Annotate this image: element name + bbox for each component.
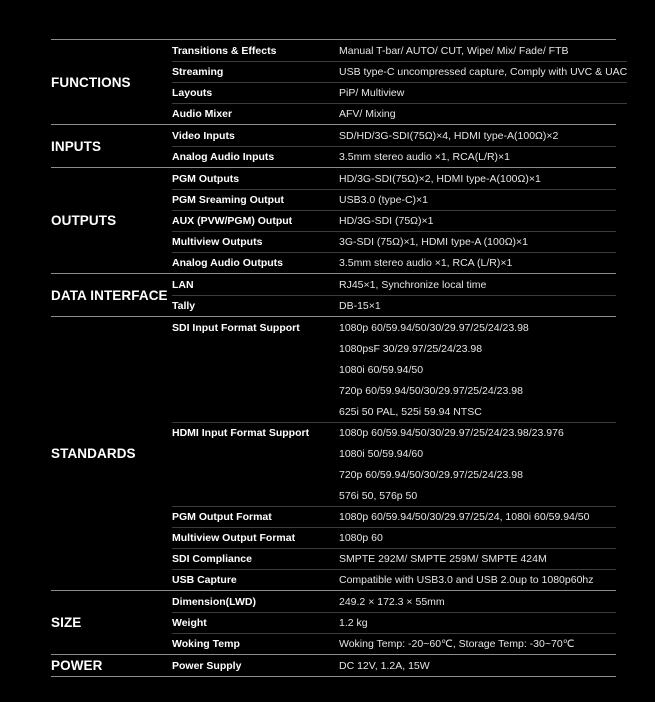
spec-row xyxy=(172,569,616,590)
spec-label: AUX (PVW/PGM) Output xyxy=(172,215,293,227)
spec-row xyxy=(172,527,616,548)
spec-label: Multiview Output Format xyxy=(172,532,296,544)
spec-value: 1080i 50/59.94/60 xyxy=(339,447,424,460)
spec-value: 3.5mm stereo audio ×1, RCA (L/R)×1 xyxy=(339,257,513,269)
spec-value: 3.5mm stereo audio ×1, RCA(L/R)×1 xyxy=(339,151,510,163)
spec-label: Audio Mixer xyxy=(172,108,233,120)
spec-label: Transitions & Effects xyxy=(172,44,277,57)
spec-value: 1080p 60/59.94/50/30/29.97/25/24/23.98/23.976 xyxy=(339,427,564,439)
spec-value: USB type-C uncompressed capture, Comply with UVC & UAC xyxy=(339,66,628,78)
spec-section xyxy=(51,590,616,654)
spec-value: Manual T-bar/ AUTO/ CUT, Wipe/ Mix/ Fade/ FTB xyxy=(339,44,569,57)
spec-label: Video Inputs xyxy=(172,129,235,142)
spec-value: DC 12V, 1.2A, 15W xyxy=(339,659,430,672)
section-title: STANDARDS xyxy=(51,446,136,461)
spec-row xyxy=(172,317,616,338)
spec-section xyxy=(51,316,616,590)
spec-value: 249.2 × 172.3 × 55mm xyxy=(339,595,445,608)
spec-row xyxy=(172,82,627,103)
spec-row xyxy=(172,40,627,61)
spec-row xyxy=(172,506,616,527)
spec-value: 1.2 kg xyxy=(339,617,368,629)
section-title: POWER xyxy=(51,658,103,673)
spec-section xyxy=(51,124,616,167)
spec-row xyxy=(172,252,616,273)
spec-label: Layouts xyxy=(172,87,213,99)
spec-value: 1080p 60/59.94/50/30/29.97/25/24, 1080i 60/59.94/50 xyxy=(339,511,590,523)
spec-row xyxy=(172,338,616,359)
spec-value: 625i 50 PAL, 525i 59.94 NTSC xyxy=(339,405,482,418)
spec-label: LAN xyxy=(172,278,194,291)
spec-label: Weight xyxy=(172,617,207,629)
spec-label: Streaming xyxy=(172,66,224,78)
section-title: DATA INTERFACE xyxy=(51,287,168,303)
spec-row xyxy=(172,485,616,506)
spec-value: 720p 60/59.94/50/30/29.97/25/24/23.98 xyxy=(339,384,523,397)
spec-table xyxy=(51,39,628,677)
section-title: FUNCTIONS xyxy=(51,74,131,90)
spec-label: Power Supply xyxy=(172,659,242,672)
spec-value: 1080p 60/59.94/50/30/29.97/25/24/23.98 xyxy=(339,321,529,334)
spec-value: SMPTE 292M/ SMPTE 259M/ SMPTE 424M xyxy=(339,553,547,565)
spec-value: USB3.0 (type-C)×1 xyxy=(339,194,428,206)
spec-value: 576i 50, 576p 50 xyxy=(339,489,418,502)
spec-row xyxy=(172,443,616,464)
section-rows xyxy=(172,274,616,316)
spec-value: 720p 60/59.94/50/30/29.97/25/24/23.98 xyxy=(339,468,523,481)
spec-row xyxy=(172,422,616,443)
spec-value: HD/3G-SDI(75Ω)×2, HDMI type-A(100Ω)×1 xyxy=(339,172,541,185)
spec-row xyxy=(172,633,616,654)
spec-row xyxy=(172,103,627,124)
spec-value: RJ45×1, Synchronize local time xyxy=(339,278,487,291)
spec-value: 1080p 60 xyxy=(339,532,383,544)
spec-row xyxy=(172,591,616,612)
spec-label: PGM Sreaming Output xyxy=(172,194,285,206)
spec-section xyxy=(51,654,616,677)
spec-row xyxy=(172,548,616,569)
spec-row xyxy=(172,125,616,146)
spec-label: SDI Input Format Support xyxy=(172,321,300,334)
spec-label: Tally xyxy=(172,300,196,312)
spec-label: PGM Outputs xyxy=(172,172,240,185)
section-rows xyxy=(172,40,627,124)
spec-label: Analog Audio Inputs xyxy=(172,151,275,163)
spec-row xyxy=(172,464,616,485)
section-rows xyxy=(172,317,616,590)
spec-value: Compatible with USB3.0 and USB 2.0up to 1080p60hz xyxy=(339,574,594,586)
spec-label: Woking Temp xyxy=(172,638,240,650)
spec-section xyxy=(51,167,616,273)
spec-value: PiP/ Multiview xyxy=(339,87,405,99)
spec-label: HDMI Input Format Support xyxy=(172,427,310,439)
spec-label: SDI Compliance xyxy=(172,553,252,565)
spec-value: Woking Temp: -20~60℃, Storage Temp: -30~70℃ xyxy=(339,638,575,650)
spec-label: USB Capture xyxy=(172,574,237,586)
spec-value: DB-15×1 xyxy=(339,300,381,312)
section-title: OUTPUTS xyxy=(51,213,117,228)
spec-value: AFV/ Mixing xyxy=(339,108,396,120)
section-rows xyxy=(172,655,616,676)
spec-row xyxy=(172,295,616,316)
spec-value: 1080i 60/59.94/50 xyxy=(339,363,424,376)
spec-row xyxy=(172,146,616,167)
spec-row xyxy=(172,359,616,380)
spec-row xyxy=(172,612,616,633)
spec-label: Dimension(LWD) xyxy=(172,595,256,608)
spec-row xyxy=(172,401,616,422)
spec-value: SD/HD/3G-SDI(75Ω)×4, HDMI type-A(100Ω)×2 xyxy=(339,129,559,142)
spec-label: PGM Output Format xyxy=(172,511,272,523)
section-rows xyxy=(172,125,616,167)
spec-row xyxy=(172,380,616,401)
section-rows xyxy=(172,168,616,273)
spec-value: 1080psF 30/29.97/25/24/23.98 xyxy=(339,342,483,355)
spec-row xyxy=(172,168,616,189)
section-title: SIZE xyxy=(51,615,82,630)
spec-row xyxy=(172,189,616,210)
section-rows xyxy=(172,591,616,654)
spec-row xyxy=(172,655,616,676)
spec-row xyxy=(172,61,627,82)
spec-section xyxy=(51,273,616,316)
spec-label: Multiview Outputs xyxy=(172,236,263,248)
spec-section xyxy=(51,39,628,124)
spec-value: HD/3G-SDI (75Ω)×1 xyxy=(339,215,434,227)
spec-row xyxy=(172,210,616,231)
section-title: INPUTS xyxy=(51,138,102,154)
spec-row xyxy=(172,231,616,252)
spec-label: Analog Audio Outputs xyxy=(172,257,284,269)
spec-row xyxy=(172,274,616,295)
spec-value: 3G-SDI (75Ω)×1, HDMI type-A (100Ω)×1 xyxy=(339,236,529,248)
